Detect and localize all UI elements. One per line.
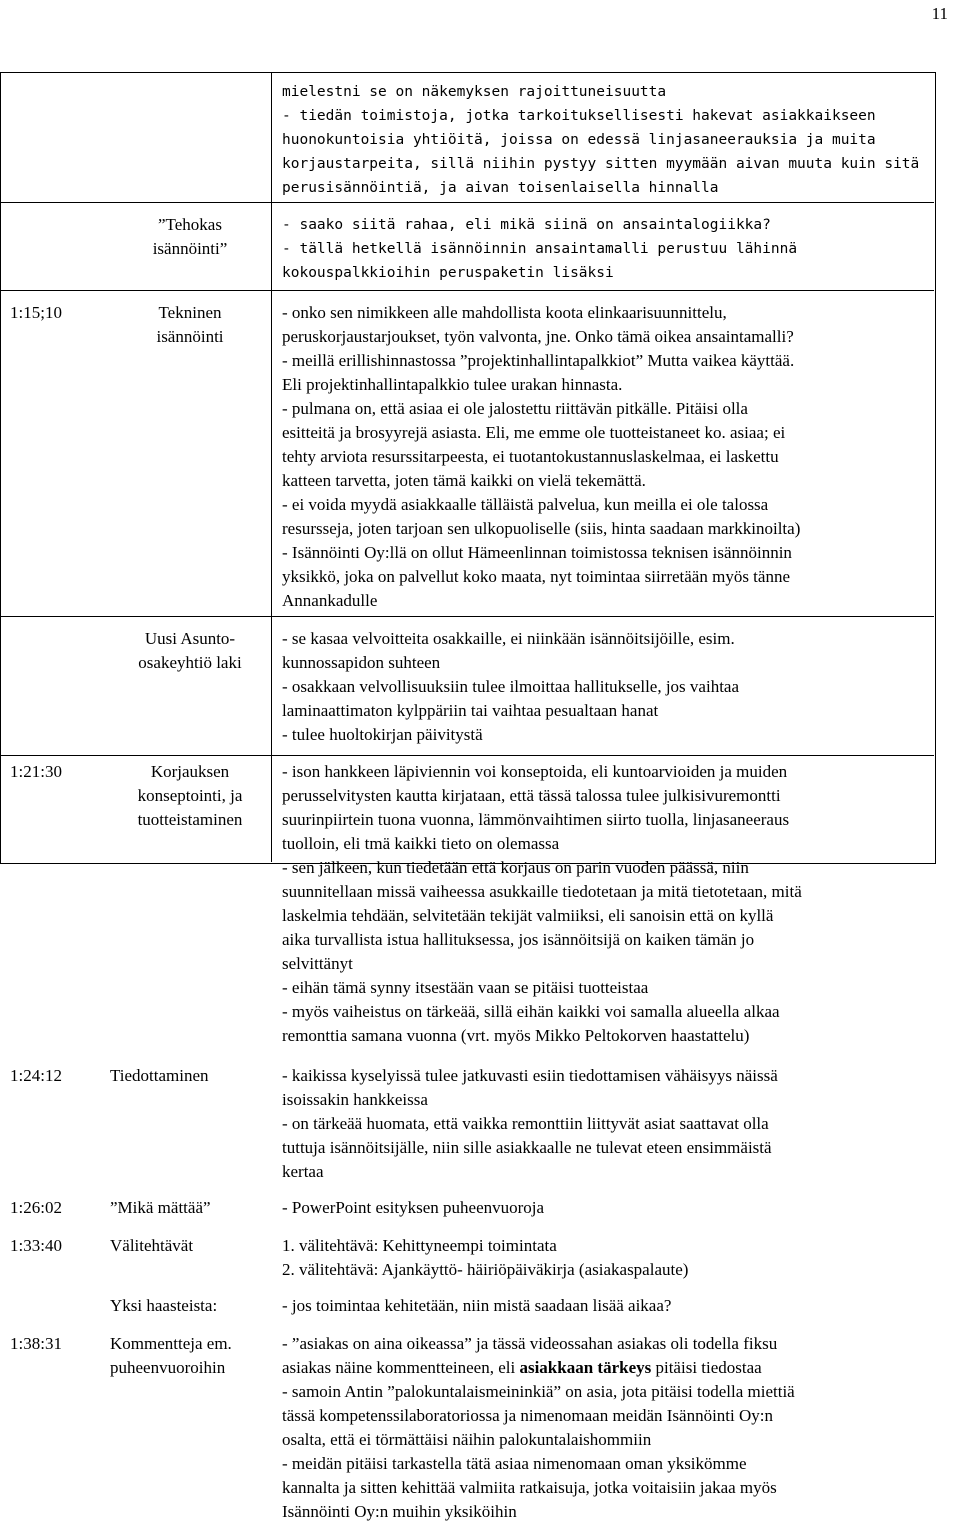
content-text: - meidän pitäisi tarkastella tätä asiaa nimenomaan oman yksikömme [282, 1454, 747, 1473]
content-text: - PowerPoint esityksen puheenvuoroja [282, 1198, 545, 1217]
topic-line: konseptointi, ja [137, 786, 243, 805]
content-text: osalta, että ei törmättäisi näihin palokuntalaishommiin [282, 1430, 652, 1449]
content-text: - on tärkeää huomata, että vaikka remonttiin liittyvät asiat saattavat olla [282, 1114, 769, 1133]
content-text: tehty arviota resurssitarpeesta, ei tuotantokustannuslaskelmaa, ei laskettu [282, 447, 779, 466]
topic-line: Korjauksen [150, 762, 230, 781]
content-line [282, 421, 932, 445]
content-line [282, 1000, 932, 1024]
row-content [282, 213, 932, 285]
content-line [282, 976, 932, 1000]
content-text: resursseja, joten tarjoan sen ulkopuoliselle (siis, hinta saadaan markkinoilta) [282, 519, 801, 538]
content-text: - ”asiakas on aina oikeassa” ja tässä videossahan asiakas oli todella fiksu [282, 1334, 778, 1353]
content-text: - se kasaa velvoitteita osakkaille, ei niinkään isännöitsijöille, esim. [282, 629, 735, 648]
row-content [282, 1332, 932, 1524]
content-line [282, 1428, 932, 1452]
content-line [282, 128, 932, 152]
content-line [282, 1064, 932, 1088]
content-line [282, 493, 932, 517]
content-text: - samoin Antin ”palokuntalaismeininkiä” on asia, jota pitäisi todella miettiä [282, 1382, 795, 1401]
row-topic [110, 627, 270, 675]
content-line [282, 80, 932, 104]
topic-line: Välitehtävät [110, 1236, 194, 1255]
content-text: - pulmana on, että asiaa ei ole jalostettu riittävän pitkälle. Pitäisi olla [282, 399, 748, 418]
content-text: - kaikissa kyselyissä tulee jatkuvasti esiin tiedottamisen vähäisyys näissä [282, 1066, 778, 1085]
content-text: kokouspalkkioihin peruspaketin lisäksi [282, 265, 614, 281]
content-line [282, 1380, 932, 1404]
content-line [282, 699, 932, 723]
row-topic [110, 1332, 270, 1380]
content-line [282, 1024, 932, 1048]
content-text: suurinpiirtein tuona vuonna, lämmönvaihtimen siirto tuolla, linjasaneeraus [282, 810, 790, 829]
row-timestamp: 1:24:12 [10, 1066, 62, 1085]
row-content [282, 1196, 932, 1220]
content-text: kunnossapidon suhteen [282, 653, 441, 672]
content-line [282, 1112, 932, 1136]
topic-line: tuotteistaminen [137, 810, 243, 829]
content-line [282, 808, 932, 832]
content-line [282, 1332, 932, 1356]
content-text: tuttuja isännöitsijälle, niin sille asiakkaalle ne tulevat eteen ensimmäistä [282, 1138, 772, 1157]
row-topic [110, 1196, 270, 1220]
column-divider [271, 72, 272, 862]
content-line [282, 1500, 932, 1524]
content-line [282, 445, 932, 469]
content-text: aika turvallista istua hallituksessa, jos isännöitsijä on kaiken tämän jo [282, 930, 755, 949]
content-text: - onko sen nimikkeen alle mahdollista koota elinkaarisuunnittelu, [282, 303, 727, 322]
content-text: - tulee huoltokirjan päivitystä [282, 725, 483, 744]
content-text: - jos toimintaa kehitetään, niin mistä saadaan lisää aikaa? [282, 1296, 672, 1315]
content-line [282, 261, 932, 285]
content-line [282, 1234, 932, 1258]
content-line [282, 152, 932, 176]
row-topic [110, 760, 270, 832]
content-text: kannalta ja sitten kehittää valmiita ratkaisuja, jotka voitaisiin jakaa myös [282, 1478, 777, 1497]
content-line [282, 325, 932, 349]
topic-line: puheenvuoroihin [110, 1358, 226, 1377]
row-content [282, 1064, 932, 1184]
content-text: tuolloin, eli tmä kaikki tieto on olemassa [282, 834, 560, 853]
content-line [282, 651, 932, 675]
topic-line: Kommentteja em. [110, 1334, 232, 1353]
content-text: - eihän tämä synny itsestään vaan se pitäisi tuotteistaa [282, 978, 649, 997]
content-line [282, 723, 932, 747]
topic-line: ”Mikä mättää” [110, 1198, 211, 1217]
content-text: tässä kompetenssilaboratoriossa ja nimenomaan meidän Isännöinti Oy:n [282, 1406, 773, 1425]
content-text: remonttia samana vuonna (vrt. myös Mikko Peltokorven haastattelu) [282, 1026, 750, 1045]
content-text: - osakkaan velvollisuuksiin tulee ilmoittaa hallitukselle, jos vaihtaa [282, 677, 740, 696]
content-line [282, 928, 932, 952]
row-content [282, 301, 932, 613]
content-line [282, 675, 932, 699]
content-text: - ison hankkeen läpiviennin voi konseptoida, eli kuntoarvioiden ja muiden [282, 762, 788, 781]
topic-line: ”Tehokas [158, 215, 222, 234]
row-separator [0, 616, 934, 617]
row-content [282, 80, 932, 200]
content-line [282, 397, 932, 421]
content-line [282, 104, 932, 128]
content-line [282, 565, 932, 589]
content-line [282, 784, 932, 808]
content-text: suunnitellaan missä vaiheessa asukkaille tiedotetaan ja mitä tietotetaan, mitä [282, 882, 802, 901]
topic-line: Yksi haasteista: [110, 1296, 218, 1315]
content-text: - Isännöinti Oy:llä on ollut Hämeenlinnan toimistossa teknisen isännöinnin [282, 543, 792, 562]
content-line [282, 1196, 932, 1220]
topic-line: Tiedottaminen [110, 1066, 209, 1085]
content-line [282, 1476, 932, 1500]
content-line [282, 1258, 932, 1282]
content-text: Isännöinti Oy:n muihin yksiköihin [282, 1502, 517, 1521]
row-timestamp: 1:33:40 [10, 1236, 62, 1255]
content-line [282, 541, 932, 565]
content-line [282, 237, 932, 261]
content-text: esitteitä ja brosyyrejä asiasta. Eli, me emme ole tuotteistaneet ko. asiaa; ei [282, 423, 786, 442]
row-topic [110, 301, 270, 349]
content-text: - saako siitä rahaa, eli mikä siinä on ansaintalogiikka? [282, 217, 771, 233]
content-line [282, 1088, 932, 1112]
content-line [282, 856, 932, 880]
content-text: selvittänyt [282, 954, 353, 973]
emphasis-text: asiakkaan tärkeys [519, 1358, 652, 1377]
content-line [282, 880, 932, 904]
content-line [282, 760, 932, 784]
row-topic [110, 1064, 270, 1088]
content-line [282, 1452, 932, 1476]
content-text: asiakas näine kommentteineen, eli [282, 1358, 520, 1377]
content-text: peruskorjaustarjoukset, työn valvonta, jne. Onko tämä oikea ansaintamalli? [282, 327, 794, 346]
content-text: yksikkö, joka on palvellut koko maata, nyt toimintaa siirretään myös tänne [282, 567, 790, 586]
content-text: - tiedän toimistoja, jotka tarkoituksellisesti hakevat asiakkaikseen [282, 108, 876, 124]
topic-line: Tekninen [158, 303, 222, 322]
content-text: kertaa [282, 1162, 324, 1181]
row-topic [110, 213, 270, 261]
row-separator [0, 202, 934, 203]
content-line [282, 301, 932, 325]
topic-line: isännöinti” [152, 239, 228, 258]
content-text: laminaattimaton kylppäriin tai vaihtaa pesualtaan hanat [282, 701, 659, 720]
row-topic [110, 1234, 270, 1258]
content-line [282, 213, 932, 237]
row-separator [0, 755, 934, 756]
row-content [282, 1234, 932, 1282]
row-timestamp: 1:15;10 [10, 303, 62, 322]
content-text: 1. välitehtävä: Kehittyneempi toimintata [282, 1236, 557, 1255]
content-line [282, 1136, 932, 1160]
content-line [282, 1356, 932, 1380]
content-line [282, 349, 932, 373]
content-line [282, 1294, 932, 1318]
content-line [282, 373, 932, 397]
content-text: - tällä hetkellä isännöinnin ansaintamalli perustuu lähinnä [282, 241, 798, 257]
row-content [282, 1294, 932, 1318]
row-timestamp: 1:38:31 [10, 1334, 62, 1353]
page-number: 11 [931, 4, 948, 23]
content-text: korjaustarpeita, sillä niihin pystyy sitten myymään aivan muuta kuin sitä [282, 156, 920, 172]
content-line [282, 832, 932, 856]
content-text: perusisännöintiä, ja aivan toisenlaisella hinnalla [282, 180, 719, 196]
content-text: pitäisi tiedostaa [651, 1358, 762, 1377]
content-line [282, 1404, 932, 1428]
topic-line: osakeyhtiö laki [138, 653, 242, 672]
content-line [282, 952, 932, 976]
topic-line: isännöinti [156, 327, 224, 346]
content-text: - meillä erillishinnastossa ”projektinhallintapalkkiot” Mutta vaikea käyttää. [282, 351, 795, 370]
content-line [282, 904, 932, 928]
content-line [282, 469, 932, 493]
content-text: isoissakin hankkeissa [282, 1090, 428, 1109]
row-timestamp: 1:21:30 [10, 762, 62, 781]
content-text: mielestni se on näkemyksen rajoittuneisuutta [282, 84, 667, 100]
content-line [282, 176, 932, 200]
content-text: - ei voida myydä asiakkaalle tälläistä palvelua, kun meilla ei ole talossa [282, 495, 769, 514]
content-line [282, 517, 932, 541]
row-content [282, 627, 932, 747]
content-text: huonokuntoisia yhtiöitä, joissa on edessä linjasaneerauksia ja muita [282, 132, 876, 148]
content-text: Eli projektinhallintapalkkio tulee urakan hinnasta. [282, 375, 623, 394]
content-text: Annankadulle [282, 591, 378, 610]
content-text: - sen jälkeen, kun tiedetään että korjaus on parin vuoden päässä, niin [282, 858, 749, 877]
content-text: perusselvitysten kautta kirjataan, että tässä talossa tulee julkisivuremontti [282, 786, 781, 805]
content-text: laskelmia tehdään, selvitetään tekijät valmiiksi, eli sanoisin että on kyllä [282, 906, 774, 925]
row-topic [110, 1294, 270, 1318]
row-timestamp: 1:26:02 [10, 1198, 62, 1217]
content-text: katteen tarvetta, joten tämä kaikki on vielä tekemättä. [282, 471, 646, 490]
content-line [282, 1160, 932, 1184]
content-line [282, 589, 932, 613]
row-content [282, 760, 932, 1048]
topic-line: Uusi Asunto- [144, 629, 236, 648]
content-line [282, 627, 932, 651]
row-separator [0, 290, 934, 291]
content-text: - myös vaiheistus on tärkeää, sillä eihän kaikki voi samalla alueella alkaa [282, 1002, 780, 1021]
content-text: 2. välitehtävä: Ajankäyttö- häiriöpäiväkirja (asiakaspalaute) [282, 1260, 689, 1279]
